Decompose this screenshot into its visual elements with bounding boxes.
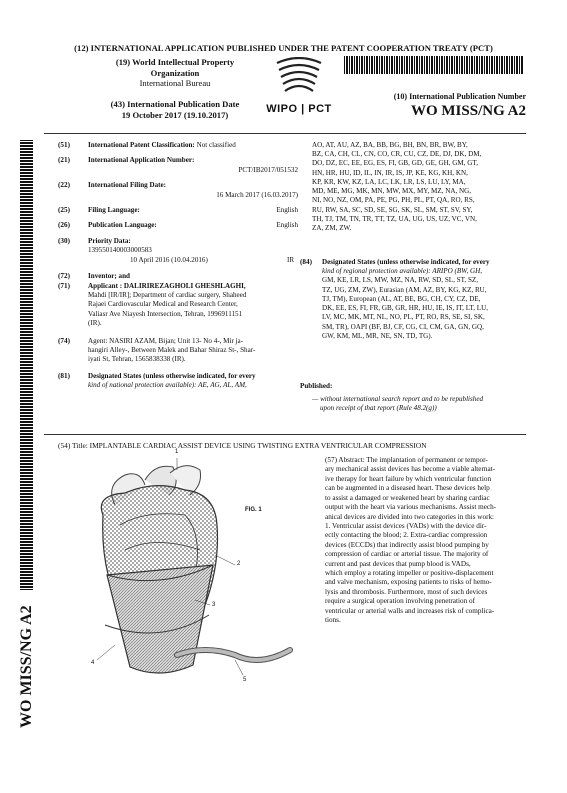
codes-line: HN, HR, HU, ID, IL, IN, IR, IS, JP, KE, KG, KH, KN,	[312, 168, 468, 177]
codes-line: NI, NO, NZ, OM, PA, PE, PG, PH, PL, PT, QA, RO, RS,	[312, 196, 475, 205]
f22-label: International Filing Date:	[88, 181, 167, 189]
abstract-line: ive therapy for heart failure by which ventricular function	[325, 474, 492, 483]
f74-line2: hangiri Alley-, Between Malek and Bahar Shiraz St-, Shar-	[88, 346, 256, 355]
codes-line: BZ, CA, CH, CL, CN, CO, CR, CU, CZ, DE, DJ, DK, DM,	[312, 150, 482, 159]
f51-num: (51)	[58, 141, 70, 149]
pubdate-label: (43) International Publication Date	[110, 99, 240, 109]
f71-line1: Applicant : DALIRIREZAGHOLI GHESHLAGHI,	[88, 282, 246, 290]
abstract-line: ectly contacting the blood; 2. Extra-cardiac compression	[325, 531, 488, 540]
org-block	[95, 57, 255, 89]
f84-line: SM, TR), OAPI (BF, BJ, CF, CG, CI, CM, GA, GN, GQ,	[322, 322, 484, 331]
f74-text	[88, 337, 300, 365]
abstract-line: 1. Ventricular assist devices (VADs) with the device dir-	[325, 521, 487, 530]
f30-value1: 139550140003000583	[88, 246, 152, 254]
codes-line: TH, TJ, TM, TN, TR, TT, TZ, UA, UG, US, UZ, VC, VN,	[312, 214, 477, 223]
wipo-logo-icon	[269, 57, 329, 99]
codes-line: DO, DZ, EC, EE, EG, ES, FI, GB, GD, GE, GH, GM, GT,	[312, 159, 478, 168]
f71-line4: Valiasr Ave Niayesh Intersection, Tehran, 1996911151	[88, 309, 243, 318]
f84-line: DK, EE, ES, FI, FR, GB, GR, HR, HU, IE, IS, IT, LT, LU,	[322, 304, 488, 313]
org-line3: International Bureau	[139, 78, 211, 89]
f74-line3: iyati St, Tehran, 1565838338 (IR).	[88, 355, 186, 364]
f25-num: (25)	[58, 206, 70, 214]
f84-line: GW, KM, ML, MR, NE, SN, TD, TG).	[322, 331, 433, 340]
f21-num: (21)	[58, 156, 70, 164]
f21-label: International Application Number:	[88, 156, 195, 164]
f26-num: (26)	[58, 221, 70, 229]
f30-num: (30)	[58, 237, 70, 245]
title-divider	[44, 434, 526, 435]
abstract-block	[325, 456, 528, 626]
published-note	[312, 395, 527, 413]
f81-line2: kind of national protection available): AE, AG, AL, AM,	[88, 381, 247, 390]
f84-line: GM, KE, LR, LS, MW, MZ, NA, RW, SD, SL, ST, SZ,	[322, 276, 479, 285]
invention-title: (54) Title: IMPLANTABLE CARDIAC ASSIST DEVICE USING TWISTING EXTRA VENTRICULAR COMPRESSION	[58, 441, 427, 450]
f71-text	[88, 282, 298, 328]
abstract-line: lysis and thrombosis. Furthermore, most of such devices	[325, 587, 488, 596]
f26-label: Publication Language:	[88, 221, 157, 229]
pubdate-block	[95, 99, 255, 120]
ref-label: 4	[91, 660, 95, 666]
f84-line: Designated States (unless otherwise indicated, for every	[322, 258, 490, 266]
pubnum-value: WO MISS/NG A2	[410, 103, 526, 119]
published-label: Published:	[300, 382, 333, 390]
header-divider	[44, 133, 526, 134]
ref-label: 1	[175, 449, 179, 455]
abstract-line: and valve mechanism, exposing patients to risks of hemo-	[325, 578, 492, 587]
abstract-line: current and past devices that pump blood is VADs,	[325, 559, 471, 568]
published-line1: — without international search report and to be republished	[312, 395, 484, 403]
abstract-line: tions.	[325, 616, 341, 625]
abstract-line: to assist a damaged or weakened heart by sharing cardiac	[325, 493, 490, 502]
f72-num: (72)	[58, 272, 70, 280]
f21-value: PCT/IB2017/051532	[238, 166, 298, 174]
f71-line5: (IR).	[88, 318, 102, 327]
codes-line: RU, RW, SA, SC, SD, SE, SG, SK, SL, SM, ST, SV, SY,	[312, 205, 473, 214]
f71-line2: Mahdi [IR/IR]; Department of cardiac surgery, Shaheed	[88, 291, 247, 300]
figure-1-drawing	[85, 449, 320, 695]
f71-num: (71)	[58, 282, 70, 290]
f25-value: English	[276, 206, 298, 214]
abstract-line: ary mechanical assist devices has become a viable alternat-	[325, 465, 496, 474]
abstract-line: devices (ECCDs) that indirectly assist blood pumping by	[325, 540, 489, 549]
f84-num: (84)	[300, 258, 312, 266]
f71-line3: Rajaei Cardiovascular Medical and Research Center,	[88, 300, 238, 309]
side-publication-code: WO MISS/NG A2	[18, 605, 35, 728]
f74-line1: Agent: NASIRI AZAM, Bijan; Unit 13- No 4-, Mir ja-	[88, 337, 244, 345]
f51-row	[88, 141, 298, 150]
ref-label: 5	[243, 677, 247, 683]
f30-value3: IR	[287, 256, 295, 264]
org-line2: Organization	[150, 67, 200, 78]
f81-text	[88, 372, 300, 390]
f84-line: LV, MC, MK, MT, NL, NO, PL, PT, RO, RS, SE, SI, SK,	[322, 313, 485, 322]
ref-label: 2	[237, 561, 241, 567]
abstract-line: which employ a rotating impeller or positive-displacement	[325, 569, 494, 578]
f22-value: 16 March 2017 (16.03.2017)	[216, 191, 298, 199]
abstract-line: (57) Abstract: The implantation of permanent or tempor-	[325, 456, 488, 464]
codes-line: MD, ME, MG, MK, MN, MW, MX, MY, MZ, NA, NG,	[312, 187, 472, 196]
pubnum-label: (10) International Publication Number	[393, 92, 526, 101]
f22-num: (22)	[58, 181, 70, 189]
f84-line: TJ, TM), European (AL, AT, BE, BG, CH, CY, CZ, DE,	[322, 294, 481, 303]
wipo-logo-text: WIPO | PCT	[266, 103, 332, 115]
national-codes-block	[312, 141, 527, 233]
abstract-line: ventricular or arterial walls and increases risk of complica-	[325, 606, 495, 615]
f84-block	[322, 258, 527, 341]
abstract-line: can be augmented in a diseased heart. These devices help	[325, 484, 490, 493]
f84-line: kind of regional protection available): ARIPO (BW, GH,	[322, 267, 483, 276]
f72-label: Inventor; and	[88, 272, 130, 280]
ref-label: 3	[212, 602, 216, 608]
f30-value2: 10 April 2016 (10.04.2016)	[130, 256, 208, 264]
f25-label: Filing Language:	[88, 206, 140, 214]
f51-label: International Patent Classification:	[88, 141, 195, 149]
f81-num: (81)	[58, 372, 70, 380]
side-barcode	[20, 140, 33, 590]
codes-line: KP, KR, KW, KZ, LA, LC, LK, LR, LS, LU, LY, MA,	[312, 177, 466, 186]
pubdate-value: 19 October 2017 (19.10.2017)	[121, 109, 229, 120]
f84-line: TZ, UG, ZM, ZW), Eurasian (AM, AZ, BY, KG, KZ, RU,	[322, 285, 487, 294]
header-pct-line: (12) INTERNATIONAL APPLICATION PUBLISHED UNDER THE PATENT COOPERATION TREATY (PCT)	[74, 43, 493, 53]
codes-line: AO, AT, AU, AZ, BA, BB, BG, BH, BN, BR, BW, BY,	[312, 141, 468, 149]
f74-num: (74)	[58, 337, 70, 345]
abstract-line: require a surgical operation involving penetration of	[325, 597, 475, 606]
top-barcode	[344, 56, 523, 74]
fig-label: FIG. 1	[245, 507, 262, 513]
codes-line: ZA, ZM, ZW.	[312, 223, 352, 232]
f81-line1: Designated States (unless otherwise indicated, for every	[88, 372, 256, 380]
f26-value: English	[276, 221, 298, 229]
f51-value: Not classified	[196, 141, 236, 149]
abstract-line: anical devices are divided into two categories in this work:	[325, 512, 495, 521]
published-line2: upon receipt of that report (Rule 48.2(g))	[320, 404, 437, 413]
abstract-line: compression of cardiac or arterial tissue. The majority of	[325, 550, 489, 559]
f30-label: Priority Data:	[88, 237, 131, 245]
abstract-line: output with the heart via various mechanisms. Assist mech-	[325, 503, 497, 512]
org-line1: (19) World Intellectual Property	[115, 57, 235, 67]
